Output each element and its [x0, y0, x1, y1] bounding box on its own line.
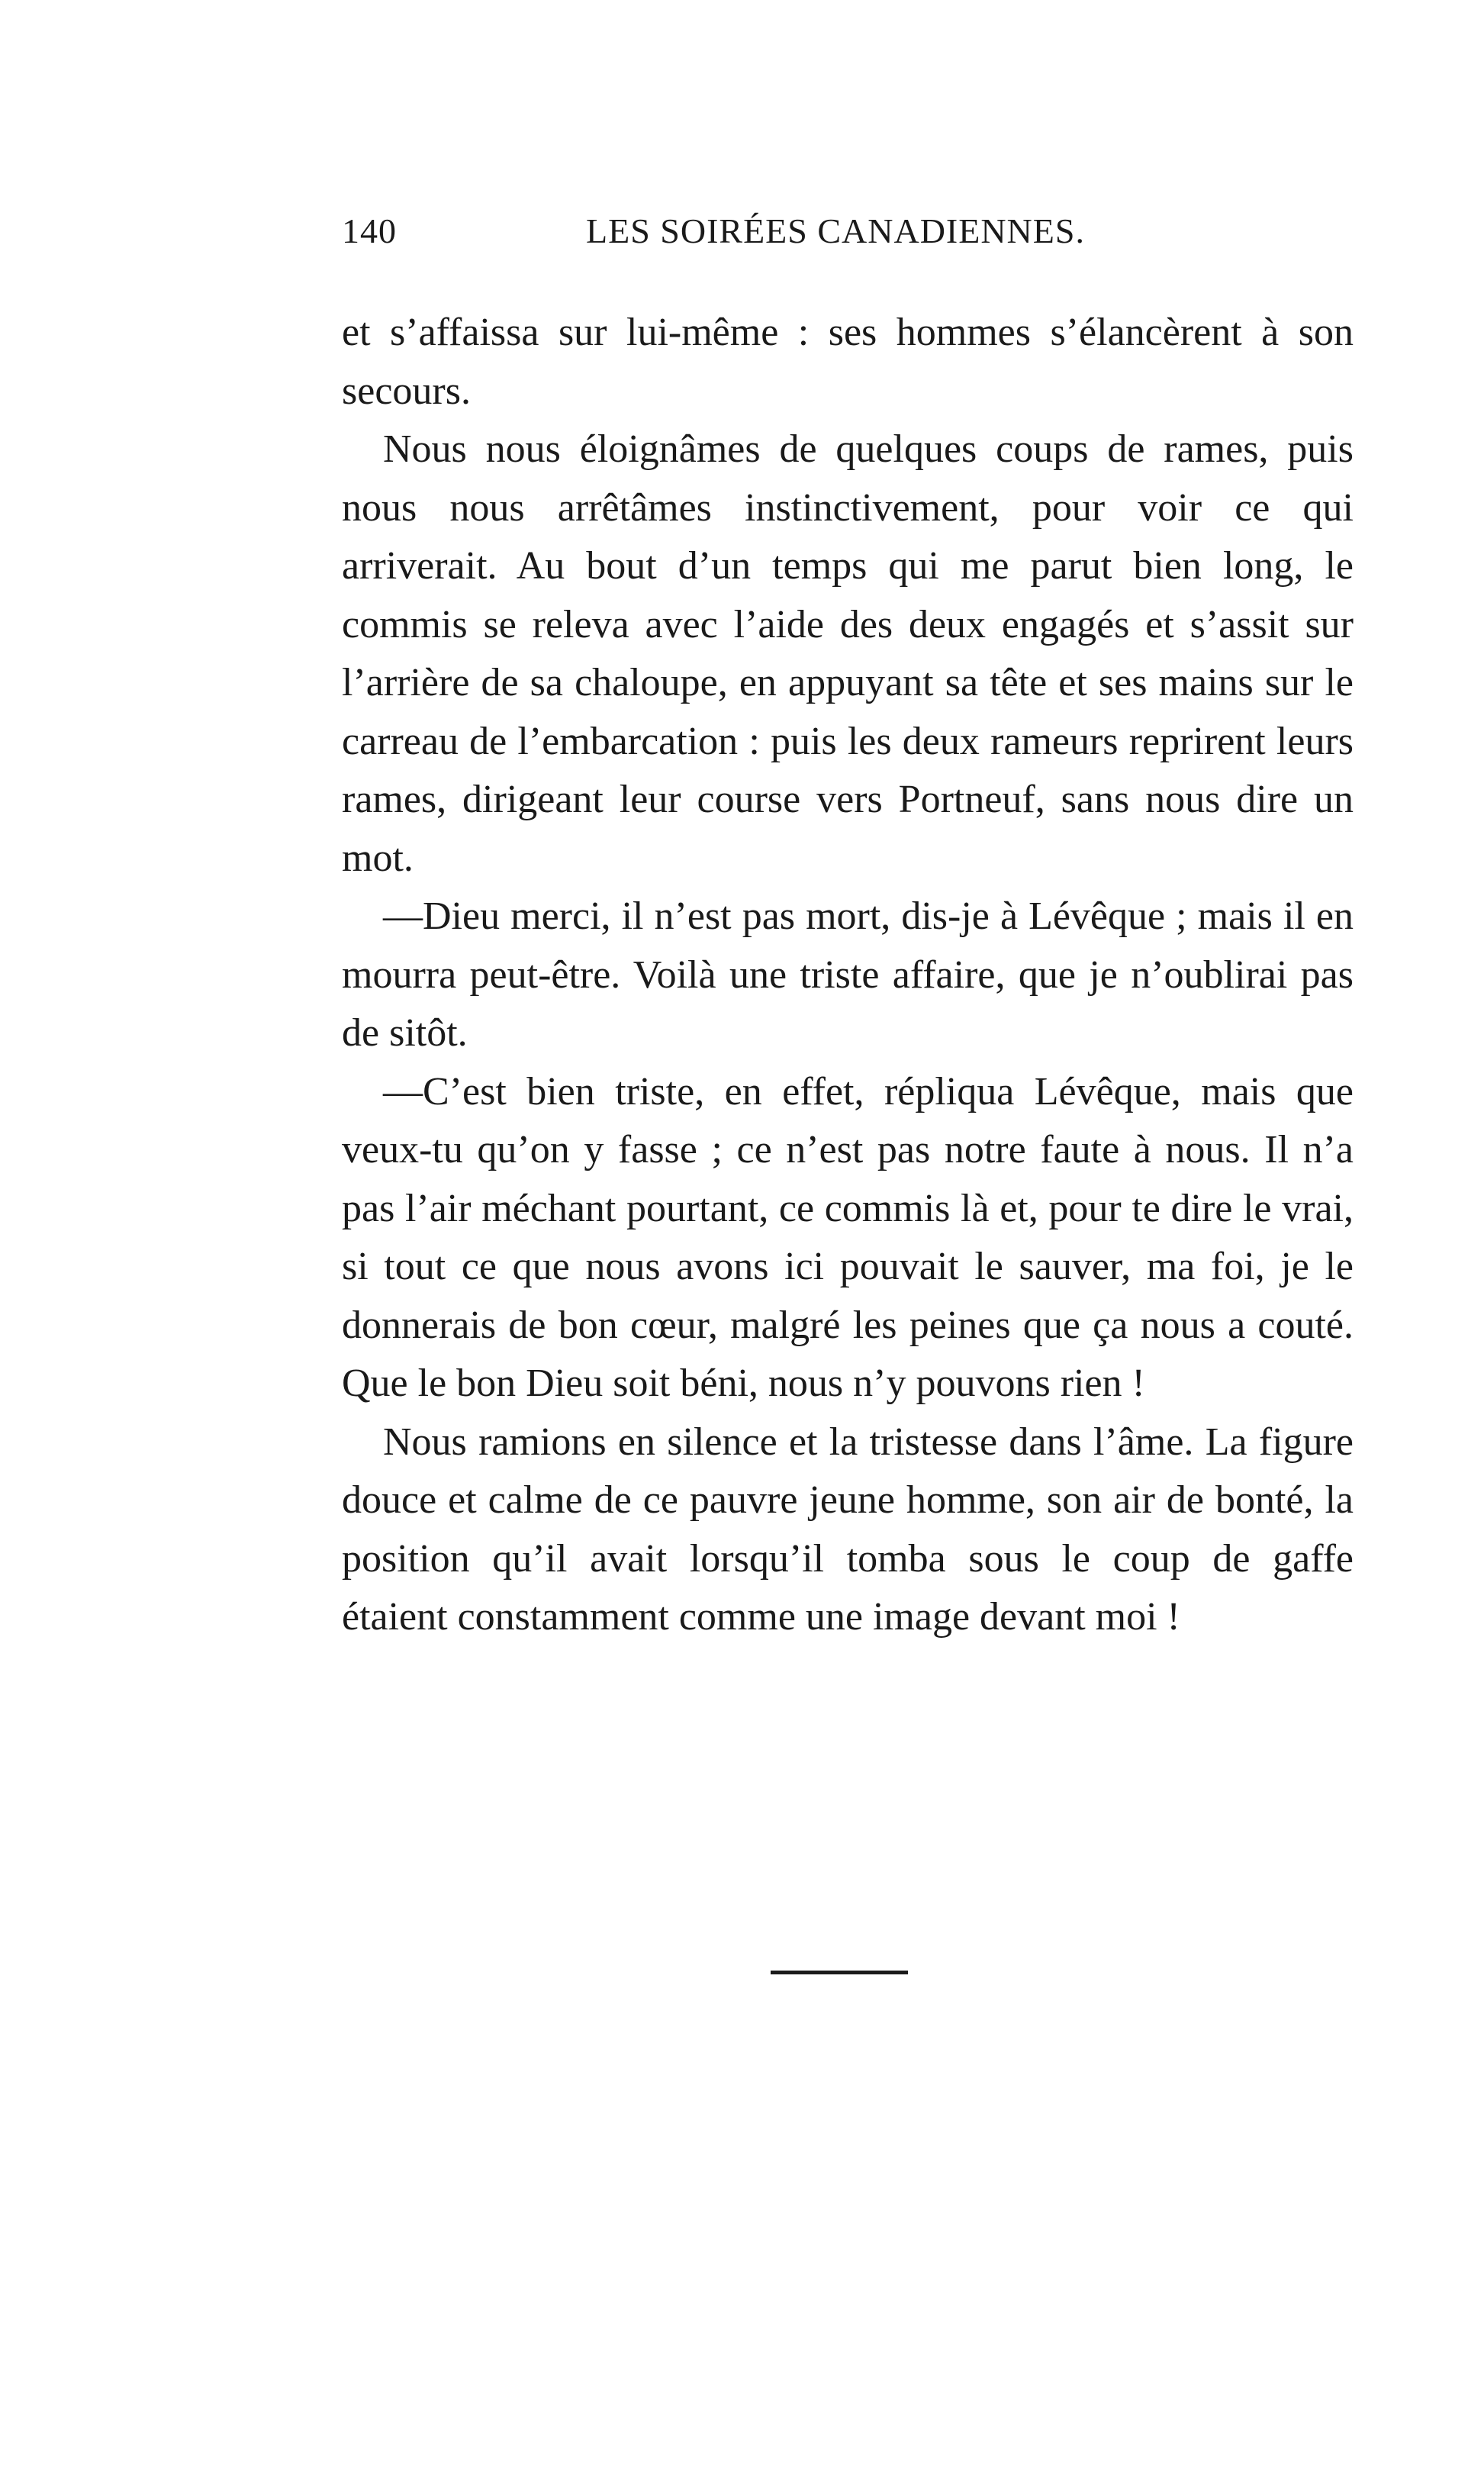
paragraph-continuation: et s’affaissa sur lui-même : ses hommes s’élancèrent à son secours. [342, 311, 1354, 413]
book-title: LES SOIRÉES CANADIENNES. [586, 211, 1085, 250]
paragraph-dialogue: —Dieu merci, il n’est pas mort, dis-je à Lévêque ; mais il en mourra peut-être. Voilà une triste affaire, que je n’oublirai pas de sitôt. [342, 894, 1354, 1055]
running-head [342, 205, 1151, 258]
section-end-rule [771, 1971, 908, 1974]
paragraph-dialogue: —C’est bien triste, en effet, répliqua Lévêque, mais que veux-tu qu’on y fasse ; ce n’est pas notre faute à nous. Il n’a pas l’air méchant pourtant, ce commis là et, pour te dire le vrai, si tout ce que nous avons ici pouvait le sauver, ma foi, je le donnerais de bon cœur, malgré les peines que ça nous a couté. Que le bon Dieu soit béni, nous n’y pouvons rien ! [342, 1069, 1354, 1405]
paragraph: Nous nous éloignâmes de quelques coups de rames, puis nous nous arrêtâmes instinctivement, pour voir ce qui arriverait. Au bout d’un temps qui me parut bien long, le commis se releva avec l’aide des deux engagés et s’assit sur l’arrière de sa chaloupe, en appuyant sa tête et ses mains sur le carreau de l’embarcation : puis les deux rameurs reprirent leurs rames, dirigeant leur course vers Portneuf, sans nous dire un mot. [342, 427, 1354, 880]
body-text [342, 304, 1354, 1647]
page-number: 140 [342, 211, 397, 250]
paragraph: Nous ramions en silence et la tristesse dans l’âme. La figure douce et calme de ce pauvre jeune homme, son air de bonté, la position qu’il avait lorsqu’il tomba sous le coup de gaffe étaient constamment comme une image devant moi ! [342, 1420, 1354, 1639]
